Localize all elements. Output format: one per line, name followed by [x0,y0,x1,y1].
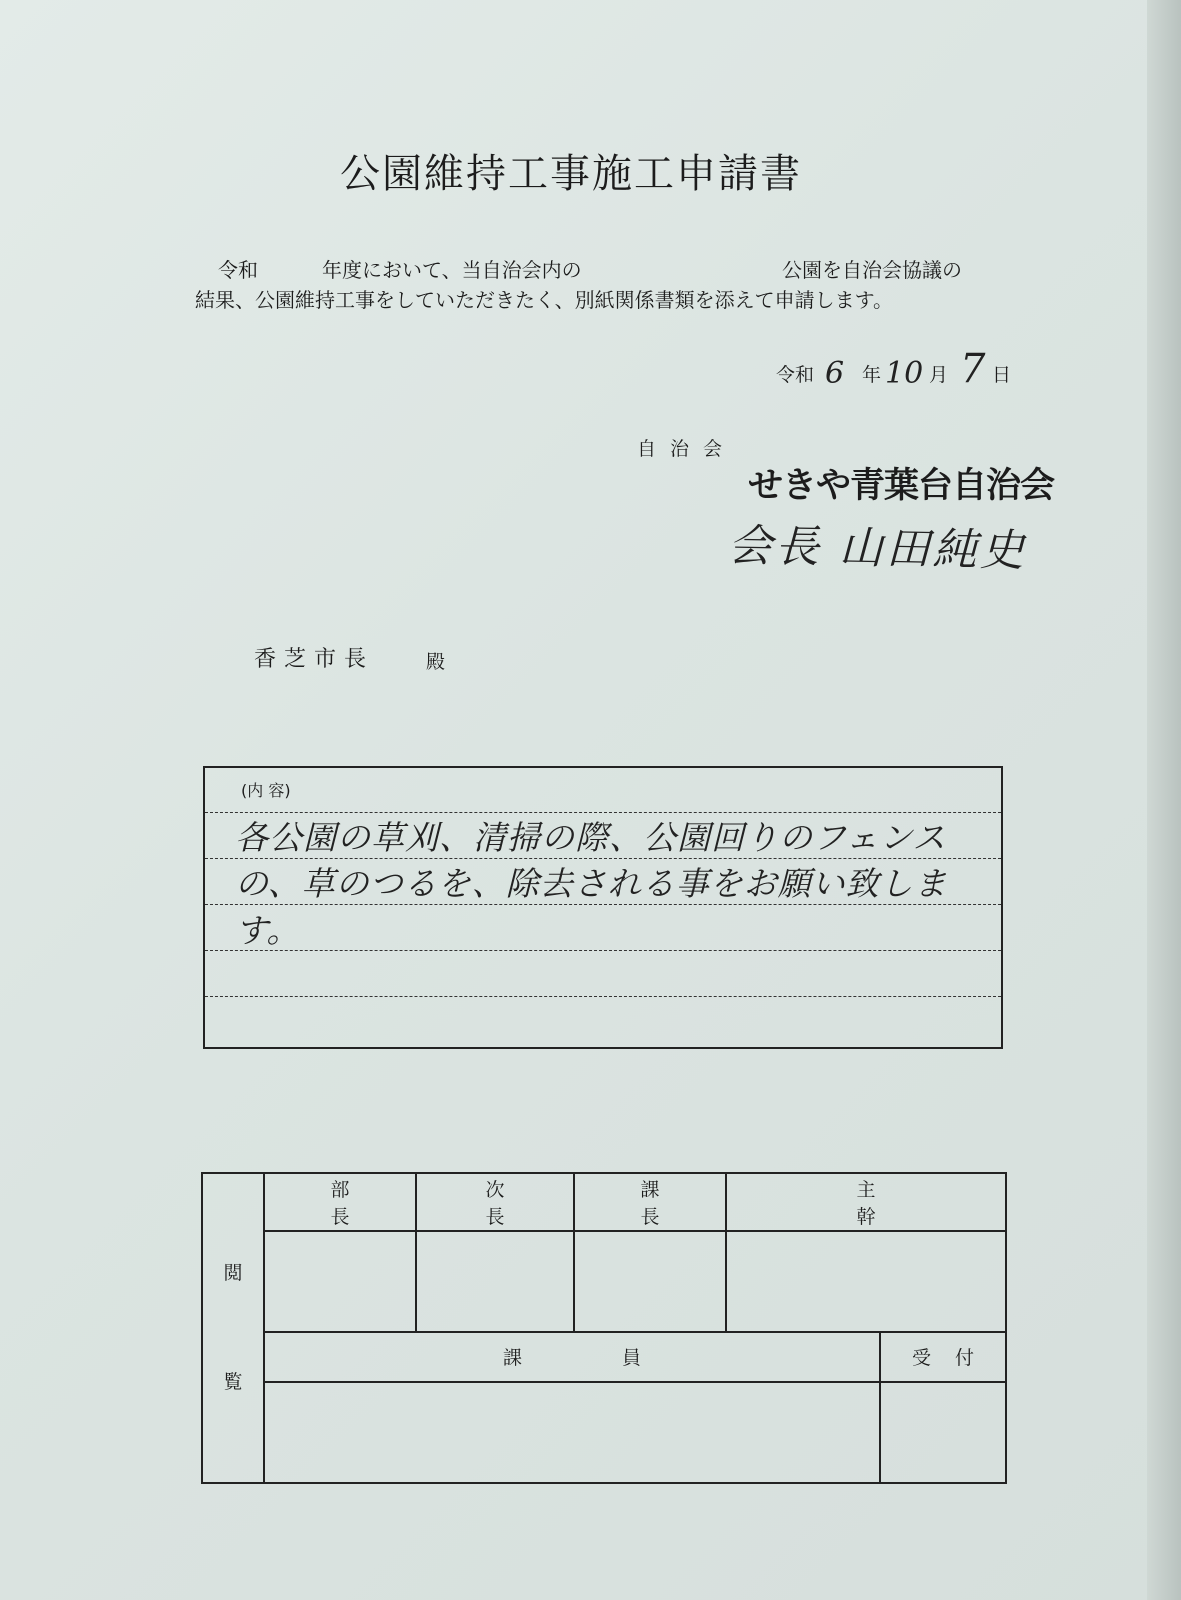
stamp-cell-department-head [264,1231,416,1332]
stamp-cell-reception [880,1382,1006,1483]
header-section-chief: 課長 [574,1173,726,1231]
review-label-top: 閲 [223,1262,243,1284]
content-label: (内 容) [241,781,291,800]
addressee-honorific: 殿 [426,651,446,673]
content-text-line-2: の、草のつるを、除去される事をお願い致します。 [235,864,948,950]
header-deputy-head: 次長 [416,1173,574,1231]
date-year-label: 年 [862,364,882,386]
content-box [203,766,1003,1049]
intro-line-2: 結果、公園維持工事をしていただきたく、別紙関係書類を添えて申請します。 [195,288,893,312]
review-label-bottom: 覧 [223,1371,243,1393]
approval-table [201,1172,1007,1484]
org-name-stamp: せきや青葉台自治会 [748,466,1055,506]
content-ruled-line [205,996,1001,997]
date-era: 令和 [776,364,815,386]
content-text-line-1: 各公園の草刈、清掃の際、公園回りのフェンス [235,818,947,857]
intro-era: 令和 [218,258,258,282]
date-month-value: 10 [885,356,924,391]
intro-year-suffix: 年度において、当自治会内の [322,258,582,282]
stamp-cell-deputy-head [416,1231,574,1332]
date-month-label: 月 [929,364,949,386]
org-label: 自治会 [637,438,737,460]
header-department-head: 部長 [264,1173,416,1231]
review-side-label [202,1173,264,1483]
stamp-cell-section-chief [574,1231,726,1332]
date-day-label: 日 [992,364,1012,386]
header-reception: 受付 [880,1332,1006,1382]
header-chief-officer: 主幹 [726,1173,1006,1231]
date-year-value: 6 [825,356,845,391]
header-staff: 課員 [264,1332,880,1382]
intro-park-suffix: 公園を自治会協議の [782,258,962,282]
document-title: 公園維持工事施工申請書 [340,151,802,197]
addressee-name: 香芝市長 [254,647,375,672]
representative-signature: 会長 山田純史 [727,520,1028,577]
paper-edge [1147,0,1181,1600]
stamp-cell-staff [264,1382,880,1483]
date-day-value: 7 [960,346,986,392]
stamp-cell-chief-officer [726,1231,1006,1332]
